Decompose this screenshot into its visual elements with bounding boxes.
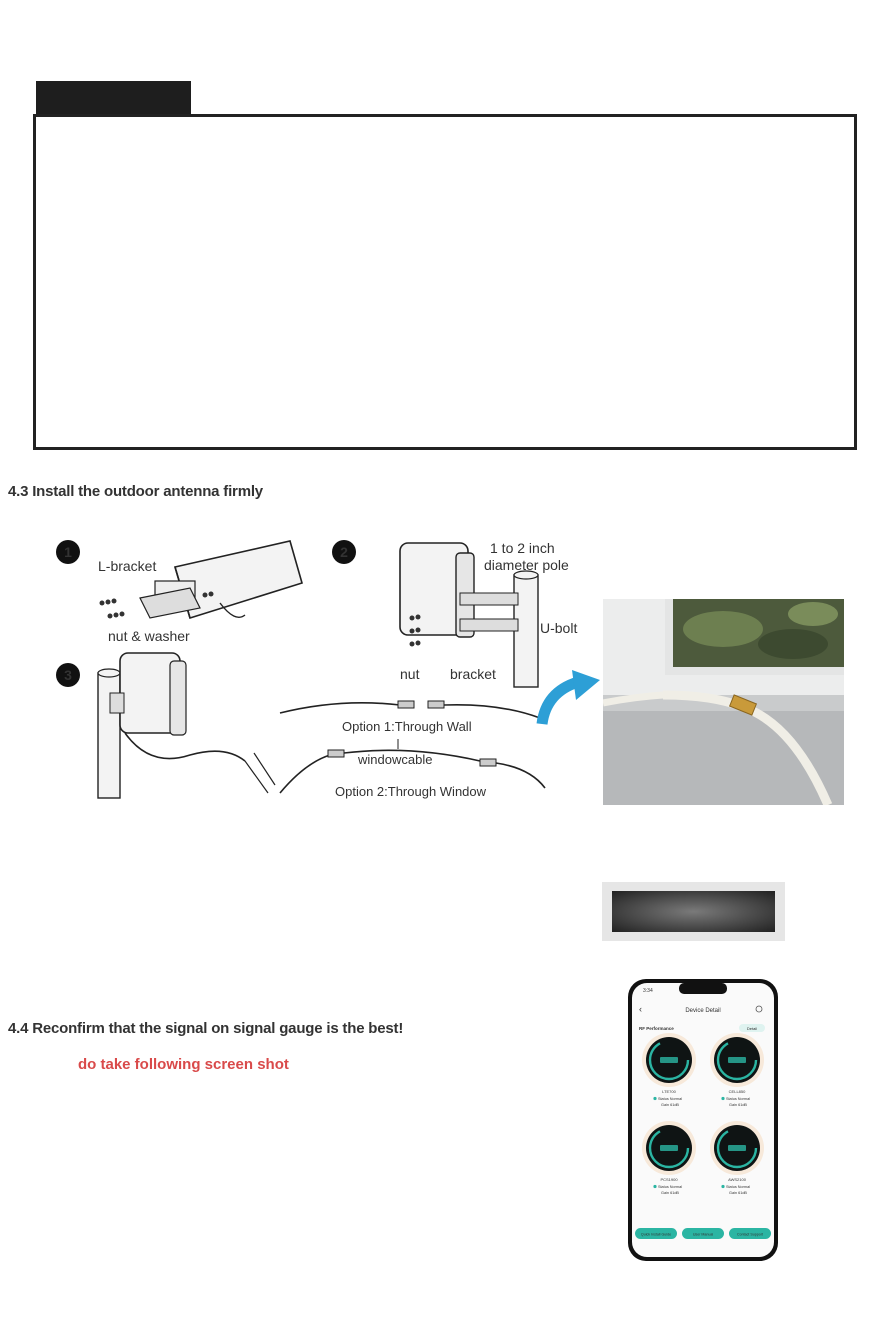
option-1-label: Option 1:Through Wall: [342, 719, 472, 734]
gauge-readout: [728, 1057, 746, 1063]
phone-screenshot: [627, 978, 779, 1262]
option-2-label: Option 2:Through Window: [335, 784, 487, 799]
pole-size-line1: 1 to 2 inch: [490, 540, 555, 556]
status-dot-icon: [653, 1185, 656, 1188]
detail-badge-label: Detail: [746, 1026, 758, 1031]
gauge-band-label: LTE700: [662, 1089, 676, 1094]
pole-size-line2: diameter pole: [484, 557, 569, 573]
gauge-gain: Gain 61dB: [729, 1103, 747, 1107]
status-dot-icon: [721, 1097, 724, 1100]
blue-arrow-icon: [536, 668, 606, 728]
window-cable-photo: [603, 599, 844, 805]
contact-support-label: Contact Support: [737, 1232, 763, 1237]
screen-title: Device Detail: [685, 1008, 721, 1014]
pole-3: [98, 673, 120, 798]
screenshot-note: do take following screen shot: [78, 1056, 289, 1073]
gauge-gain: Gain 61dB: [729, 1191, 747, 1195]
nut-label: nut: [400, 666, 420, 682]
section-tab: [36, 81, 191, 115]
content-frame: [33, 114, 857, 450]
section-4-3-heading: 4.3 Install the outdoor antenna firmly: [8, 483, 263, 500]
gauge-band-label: AWS2100: [728, 1177, 746, 1182]
gauge-readout: [660, 1057, 678, 1063]
window-cable-label: windowcable: [358, 752, 433, 767]
gauge-gain: Gain 61dB: [661, 1191, 679, 1195]
status-dot-icon: [653, 1097, 656, 1100]
option-1-cable-a: [280, 703, 400, 713]
section-4-4-heading: 4.4 Reconfirm that the signal on signal gauge is the best!: [8, 1020, 404, 1037]
user-manual-label: User Manual: [692, 1232, 714, 1237]
option-2-cable-a: [280, 755, 330, 793]
dark-placeholder-strip: [602, 882, 785, 941]
rf-section-title: RF Performance: [639, 1026, 674, 1031]
option-1-cable-b: [444, 705, 540, 718]
l-bracket-label: L-bracket: [98, 558, 157, 574]
status-time: 3:34: [643, 988, 653, 994]
back-icon: ‹: [639, 1004, 642, 1014]
quick-guide-label: Quick Install Guide: [640, 1232, 672, 1237]
nut-washer-label: nut & washer: [108, 628, 190, 644]
step-3-number: 3: [64, 667, 72, 683]
bracket-label: bracket: [450, 666, 496, 682]
gauge-status: Status Normal: [725, 1185, 751, 1189]
gauge-band-label: PCS1900: [660, 1177, 678, 1182]
gauge-status: Status Normal: [725, 1097, 751, 1101]
option-2-cable-b: [496, 763, 545, 788]
phone-notch: [679, 983, 727, 994]
step-2-number: 2: [340, 544, 348, 560]
gauge-status: Status Normal: [657, 1185, 683, 1189]
gauge-band-label: CELL850: [728, 1089, 746, 1094]
antenna-install-diagram: [40, 523, 600, 808]
gauge-readout: [728, 1145, 746, 1151]
gauge-readout: [660, 1145, 678, 1151]
step-1-number: 1: [64, 544, 72, 560]
cable-3: [125, 733, 245, 761]
gauge-status: Status Normal: [657, 1097, 683, 1101]
gauge-gain: Gain 61dB: [661, 1103, 679, 1107]
u-bolt-label: U-bolt: [540, 620, 578, 636]
status-dot-icon: [721, 1185, 724, 1188]
